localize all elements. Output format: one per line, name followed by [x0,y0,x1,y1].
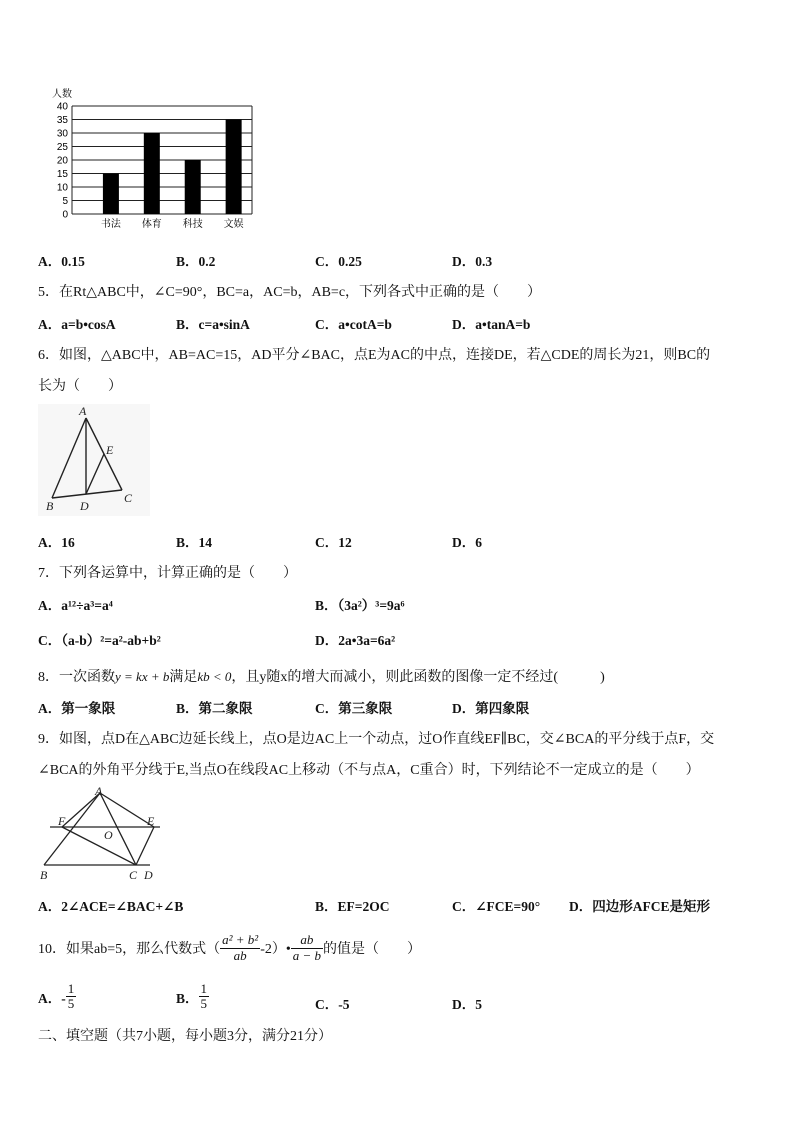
chart-y-ticks [57,102,69,221]
q10-option-d[interactable]: D．5 [452,997,482,1012]
chart-y-tick-label: 30 [56,128,68,140]
q9-label-c: C [129,868,138,882]
q10-stem-post: 的值是（ ） [323,942,422,957]
q8-stem-post: ，且y随x的增大而减小，则此函数的图像一定不经过( ) [231,670,605,685]
q9-option-a[interactable]: A．2∠ACE=∠BAC+∠B [38,899,184,914]
q8-options [38,697,758,717]
q6-options [38,531,758,551]
q10-fraction-1-num: a² + b² [222,932,259,948]
chart-y-tick-label: 15 [56,169,68,180]
q7-options-row1 [38,594,758,614]
q6-label-b: B [46,499,54,513]
q7-option-b[interactable]: B．（3a²）³=9a⁶ [315,598,405,613]
q8-option-d[interactable]: D．第四象限 [452,701,530,716]
chart-y-label: 人数 [52,89,72,100]
q10-stem [38,926,421,970]
q8-condition: kb < 0 [197,669,232,684]
q8-option-c[interactable]: C．第三象限 [315,701,393,716]
q9-stem-line1: 9．如图，点D在△ABC边延长线上，点O是边AC上一个动点，过O作直线EF∥BC，交∠BCA的平分线于点F，交 [38,732,715,747]
q9-option-d[interactable]: D．四边形AFCE是矩形 [569,899,710,914]
q5-option-c[interactable]: C．a•cotA=b [315,317,392,332]
q8-stem-mid: 满足 [169,670,198,685]
q10-option-a-den: 5 [67,996,75,1012]
q8-option-a[interactable]: A．第一象限 [38,701,116,716]
q4-option-b[interactable]: B．0.2 [176,254,216,269]
chart-y-tick-label: 35 [56,115,68,126]
q10-option-a-fraction [66,982,77,1012]
q9-option-c[interactable]: C．∠FCE=90° [452,899,541,914]
q8-option-b[interactable]: B．第二象限 [176,701,253,716]
chart-x-ticks [101,217,244,230]
q10-stem-pre: 10．如果ab=5，那么代数式（ [38,942,221,957]
chart-grid [72,106,252,214]
q4-option-a[interactable]: A．0.15 [38,254,85,269]
q6-label-a: A [79,404,87,418]
q9-options [38,895,758,915]
q10-option-b[interactable] [176,982,209,1012]
chart-x-tick-label: 体育 [141,219,162,230]
q9-geometry-figure [38,785,166,885]
chart-x-tick-label: 科技 [182,219,203,230]
q9-label-o: O [104,828,113,842]
q5-option-d[interactable]: D．a•tanA=b [452,317,531,332]
bar-chart [40,86,270,236]
q9-label-b: B [40,868,48,882]
q6-label-c: C [124,491,133,505]
q6-option-d[interactable]: D．6 [452,535,482,550]
q9-option-b[interactable]: B．EF=2OC [315,899,390,914]
chart-y-tick-label: 0 [62,209,68,221]
chart-bar [226,120,242,215]
q8-formula: y = kx + b [115,669,170,684]
q9-label-a: A [95,785,103,798]
q10-fraction-1-den: ab [233,947,247,963]
q7-option-d[interactable]: D．2a•3a=6a² [315,633,396,648]
chart-bar [144,133,160,214]
q10-option-a-prefix: A．- [38,990,66,1006]
q4-option-c[interactable]: C．0.25 [315,254,362,269]
q7-option-a[interactable]: A．a¹²÷a³=a⁴ [38,598,113,613]
q9-label-d: D [144,868,153,882]
chart-x-tick-label: 文娱 [223,219,244,230]
q10-fraction-1 [220,933,260,963]
q8-stem [38,666,605,686]
q5-options [38,313,758,333]
q5-option-b[interactable]: B．c=a•sinA [176,317,250,332]
q9-stem-line2: ∠BCA的外角平分线于E,当点O在线段AC上移动（不与点A，C重合）时，下列结论不一定成立的是（ ） [38,763,700,778]
chart-y-tick-label: 25 [56,142,68,153]
q10-fraction-2-den: a − b [292,947,322,963]
q6-option-a[interactable]: A．16 [38,535,75,550]
q10-fraction-2 [291,933,323,963]
q9-label-e: E [147,814,155,828]
q10-option-b-den: 5 [200,996,208,1012]
q10-option-b-fraction [199,982,210,1012]
q5-option-a[interactable]: A．a=b•cosA [38,317,116,332]
chart-bars [103,120,242,215]
q10-option-a[interactable] [38,982,76,1012]
q6-triangle-figure [38,404,150,516]
chart-y-tick-label: 20 [56,155,68,167]
chart-x-tick-label: 书法 [100,219,121,230]
q8-stem-pre: 8．一次函数 [38,670,115,685]
q7-stem: 7．下列各运算中，计算正确的是（ ） [38,566,297,581]
q5-stem: 5．在Rt△ABC中，∠C=90°，BC=a，AC=b，AB=c，下列各式中正确的是（ ） [38,285,542,300]
q9-label-f: F [58,814,66,828]
q6-option-c[interactable]: C．12 [315,535,352,550]
q6-option-b[interactable]: B．14 [176,535,213,550]
chart-y-tick-label: 10 [56,182,68,194]
chart-bar [185,160,201,214]
q7-options-row2 [38,629,758,649]
q10-stem-mid: -2）• [260,942,291,957]
q7-option-c[interactable]: C．（a-b）²=a²-ab+b² [38,633,161,648]
q10-option-b-prefix: B． [176,990,199,1006]
q6-label-e: E [106,443,114,457]
chart-y-tick-label: 40 [56,101,68,113]
q10-option-a-num: 1 [67,981,75,996]
q4-options [38,250,758,270]
q10-fraction-2-num: ab [291,933,323,948]
chart-bar [103,174,119,215]
chart-y-tick-label: 5 [62,196,68,207]
q4-option-d[interactable]: D．0.3 [452,254,493,269]
q6-stem-line1: 6．如图，△ABC中，AB=AC=15，AD平分∠BAC，点E为AC的中点，连接DE，若△CDE的周长为21，则BC的 [38,348,711,363]
q10-option-c[interactable]: C．-5 [315,997,350,1012]
q6-stem-line2: 长为（ ） [38,379,122,394]
q6-label-d: D [80,499,89,513]
section-heading-fill-blank: 二、填空题（共7小题，每小题3分，满分21分） [38,1029,332,1044]
q10-option-b-num: 1 [200,981,208,996]
